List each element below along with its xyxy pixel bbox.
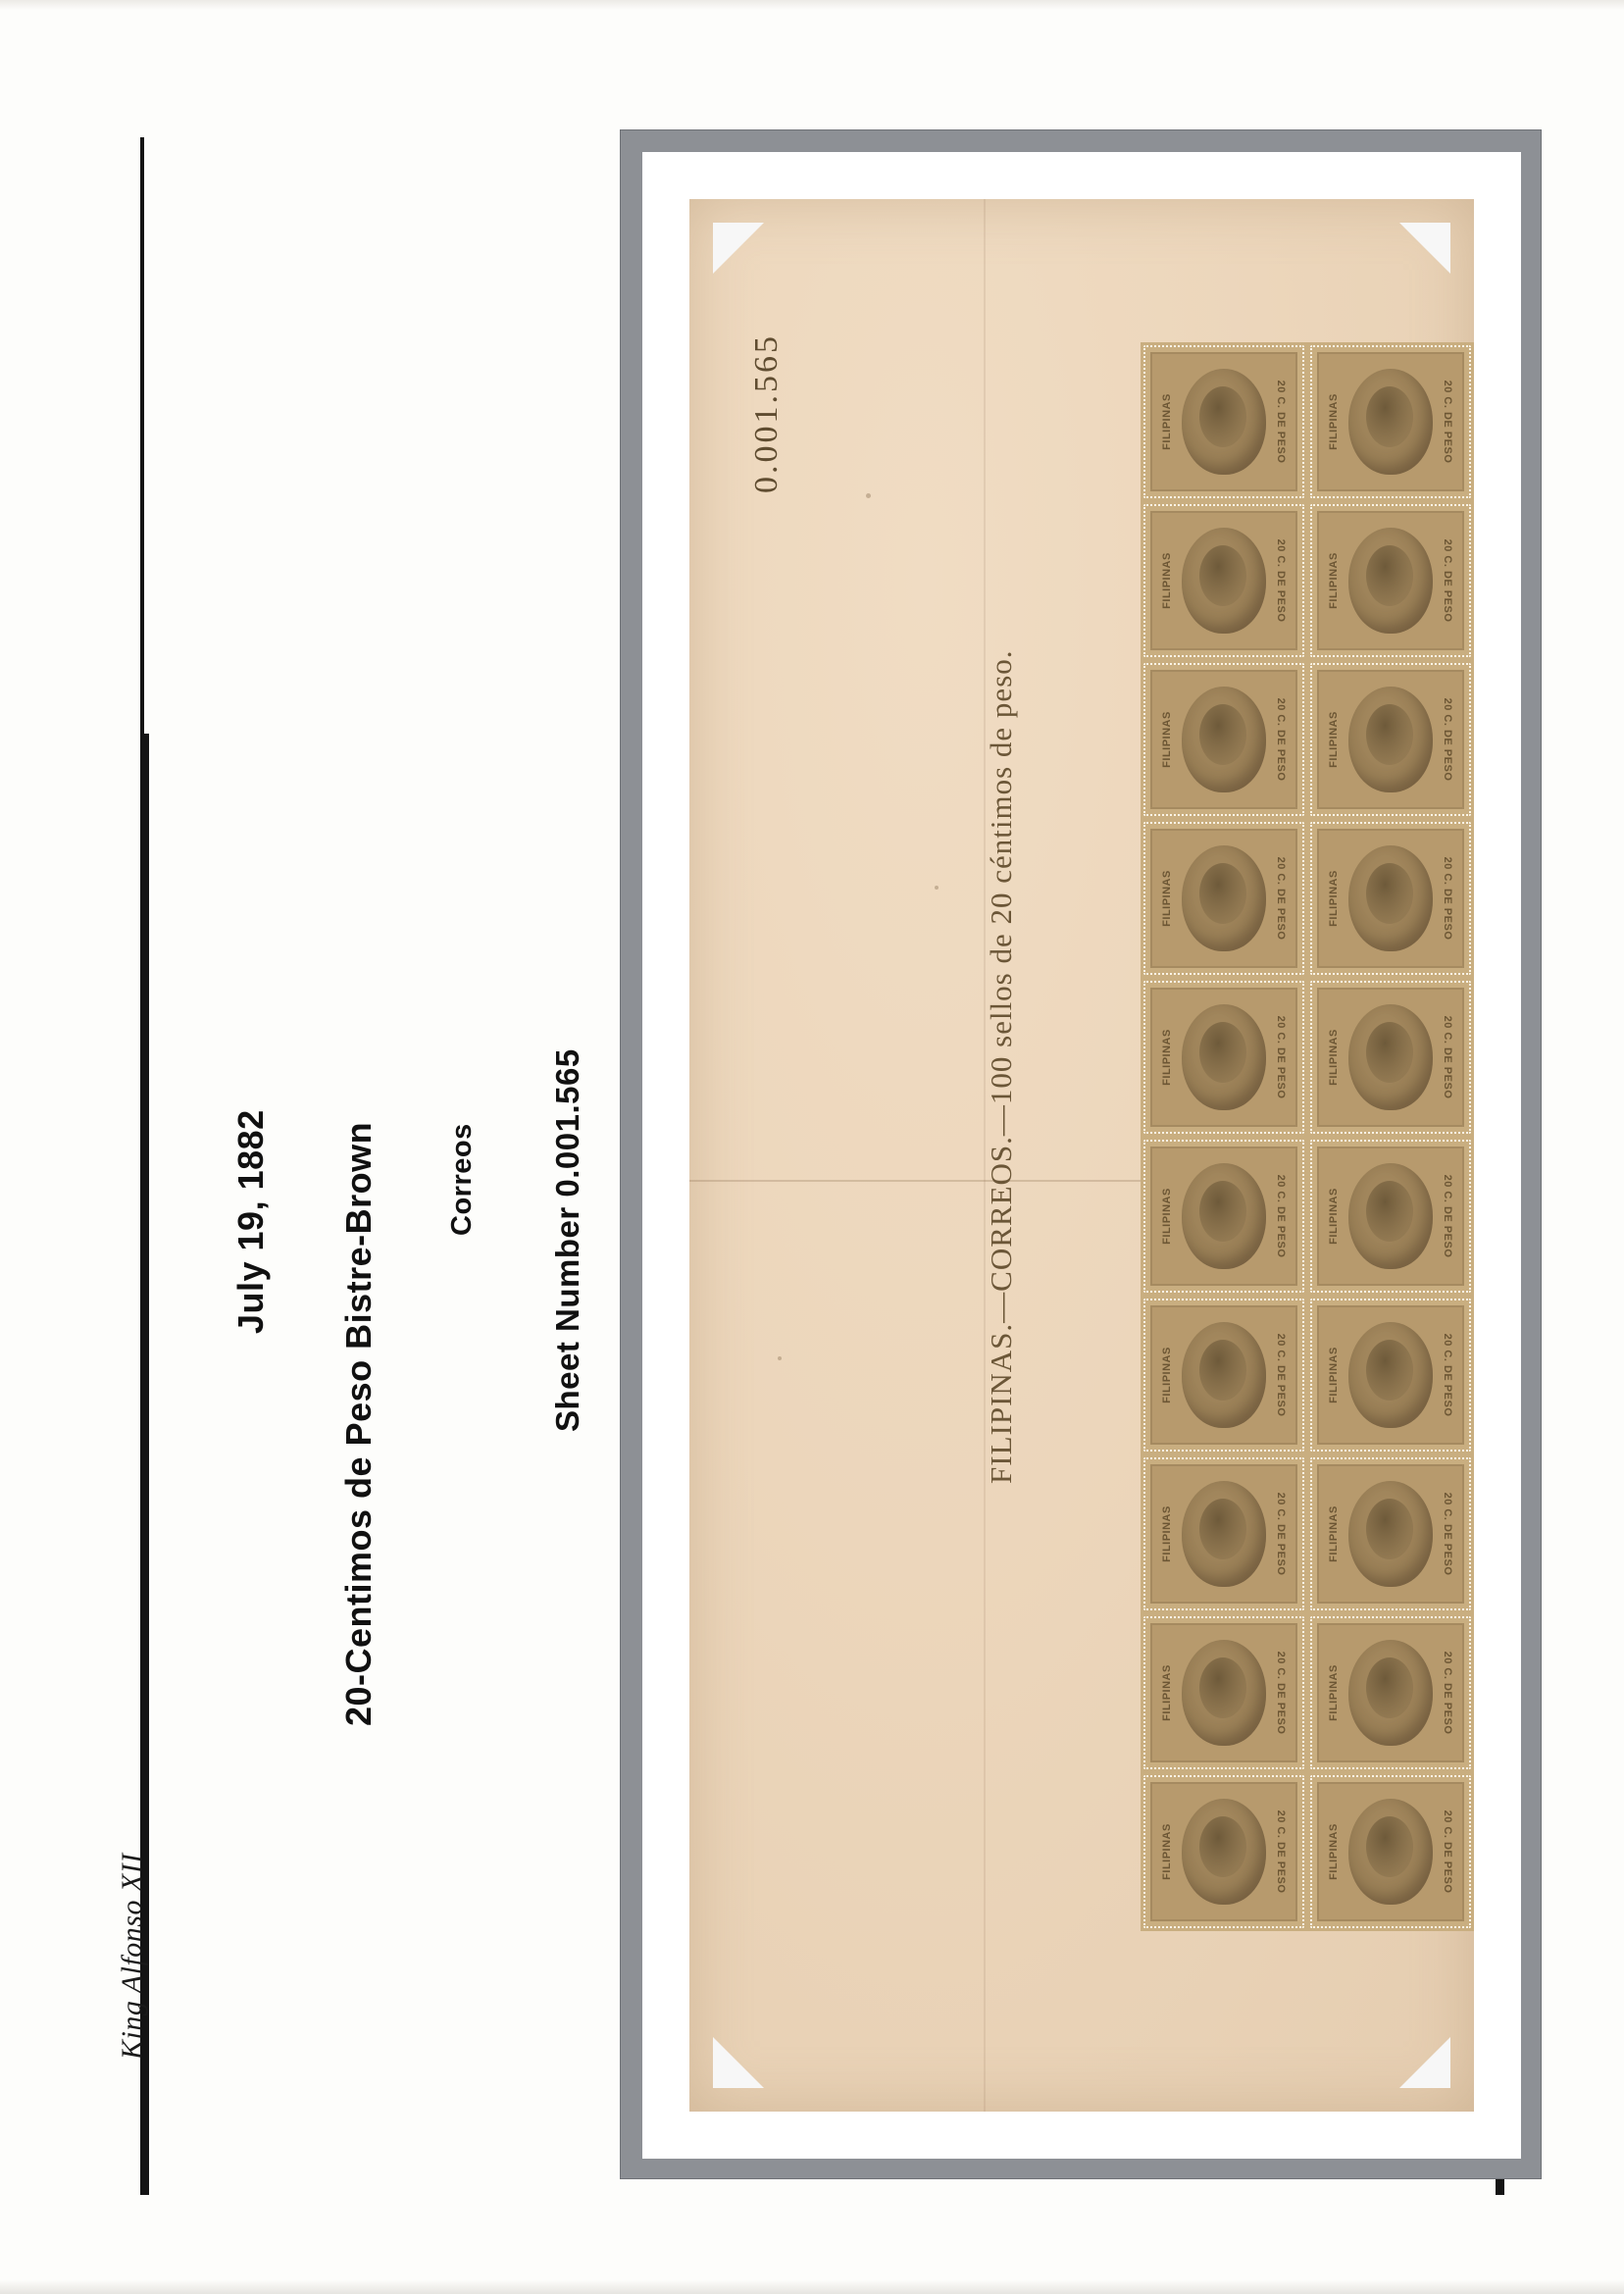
stamp xyxy=(1141,978,1307,1137)
stamp-value-label: 20 C. DE PESO xyxy=(1442,538,1453,623)
stamp-value-label: 20 C. DE PESO xyxy=(1275,1651,1287,1735)
stamp xyxy=(1307,1613,1474,1772)
monarch-portrait xyxy=(1182,1481,1266,1587)
monarch-portrait xyxy=(1348,1322,1433,1428)
stamp-value-label: 20 C. DE PESO xyxy=(1442,1015,1453,1099)
stamp-country-label: FILIPINAS xyxy=(1161,1347,1173,1403)
stamp-country-label: FILIPINAS xyxy=(1328,1823,1340,1880)
monarch-portrait xyxy=(1182,1640,1266,1746)
stamp-country-label: FILIPINAS xyxy=(1328,1188,1340,1245)
page-title: July 19, 1882 xyxy=(230,1109,271,1334)
monarch-portrait xyxy=(1182,687,1266,792)
stamp xyxy=(1307,1454,1474,1613)
stamp xyxy=(1141,819,1307,978)
stamp-value-label: 20 C. DE PESO xyxy=(1442,1810,1453,1894)
stamp-value-label: 20 C. DE PESO xyxy=(1275,380,1287,464)
stamp-value-label: 20 C. DE PESO xyxy=(1275,1810,1287,1894)
sheet-number-label: Sheet Number 0.001.565 xyxy=(549,1048,585,1432)
stamp-frame xyxy=(1317,1305,1464,1445)
stamp-country-label: FILIPINAS xyxy=(1161,1029,1173,1086)
stamp-sheet-paper xyxy=(689,199,1474,2112)
stamp xyxy=(1141,501,1307,660)
collector-note: King Alfonso XII xyxy=(116,1853,148,2060)
stamp-frame xyxy=(1317,829,1464,968)
stamp-value-label: 20 C. DE PESO xyxy=(1275,697,1287,782)
issuer-label: Correos xyxy=(446,1123,478,1236)
stamp-frame xyxy=(1150,1464,1297,1604)
stamp-value-label: 20 C. DE PESO xyxy=(1275,1492,1287,1576)
stamp-frame xyxy=(1150,1305,1297,1445)
monarch-portrait xyxy=(1182,528,1266,634)
stamp-frame xyxy=(1150,1147,1297,1286)
monarch-portrait xyxy=(1348,845,1433,951)
stamp xyxy=(1307,1296,1474,1454)
stamp-country-label: FILIPINAS xyxy=(1328,1029,1340,1086)
stamp-country-label: FILIPINAS xyxy=(1328,1505,1340,1562)
paper-speck xyxy=(935,886,939,890)
stamp-frame xyxy=(1317,670,1464,809)
stamp-country-label: FILIPINAS xyxy=(1328,1347,1340,1403)
page-subtitle: 20-Centimos de Peso Bistre-Brown xyxy=(338,1121,379,1726)
mount-corner-top-right xyxy=(1399,223,1450,274)
stamp xyxy=(1307,1772,1474,1931)
stamp-value-label: 20 C. DE PESO xyxy=(1442,1492,1453,1576)
monarch-portrait xyxy=(1348,1481,1433,1587)
stamp-country-label: FILIPINAS xyxy=(1161,870,1173,927)
sheet-inscription: FILIPINAS.—CORREOS.—100 sellos de 20 céntimos de peso. xyxy=(984,649,1018,1484)
stamp-value-label: 20 C. DE PESO xyxy=(1442,697,1453,782)
stamp-frame xyxy=(1317,1147,1464,1286)
stamp-frame xyxy=(1317,352,1464,491)
stamp-frame xyxy=(1150,1623,1297,1762)
paper-speck xyxy=(866,493,871,498)
printed-sheet-number: 0.001.565 xyxy=(748,333,785,493)
monarch-portrait xyxy=(1182,369,1266,475)
stamp-frame xyxy=(1317,1464,1464,1604)
monarch-portrait xyxy=(1348,1163,1433,1269)
stamp-frame xyxy=(1317,988,1464,1127)
monarch-portrait xyxy=(1182,1004,1266,1110)
stamp-value-label: 20 C. DE PESO xyxy=(1442,1333,1453,1417)
stamp-frame xyxy=(1317,1623,1464,1762)
stamp-country-label: FILIPINAS xyxy=(1161,1664,1173,1721)
monarch-portrait xyxy=(1348,369,1433,475)
stamp-country-label: FILIPINAS xyxy=(1161,1505,1173,1562)
photo-inner-mat xyxy=(642,152,1521,2159)
stamp xyxy=(1307,819,1474,978)
stamp-frame xyxy=(1150,1782,1297,1921)
monarch-portrait xyxy=(1182,1799,1266,1905)
stamp-value-label: 20 C. DE PESO xyxy=(1275,856,1287,941)
stamp-frame xyxy=(1317,1782,1464,1921)
scan-edge-bottom xyxy=(0,2280,1624,2294)
stamp-value-label: 20 C. DE PESO xyxy=(1442,1174,1453,1258)
stamp xyxy=(1141,1296,1307,1454)
stamp-sheet-photo xyxy=(620,129,1542,2179)
stamp-value-label: 20 C. DE PESO xyxy=(1442,856,1453,941)
mount-corner-bottom-right xyxy=(1399,2037,1450,2088)
stamp-country-label: FILIPINAS xyxy=(1328,393,1340,450)
stamp-country-label: FILIPINAS xyxy=(1161,1188,1173,1245)
stamp-value-label: 20 C. DE PESO xyxy=(1442,1651,1453,1735)
stamp-country-label: FILIPINAS xyxy=(1161,393,1173,450)
stamp-value-label: 20 C. DE PESO xyxy=(1442,380,1453,464)
page-rule-left-upper xyxy=(140,137,144,736)
monarch-portrait xyxy=(1182,845,1266,951)
monarch-portrait xyxy=(1182,1322,1266,1428)
stamp-country-label: FILIPINAS xyxy=(1161,711,1173,768)
stamp-value-label: 20 C. DE PESO xyxy=(1275,538,1287,623)
paper-speck xyxy=(778,1356,782,1360)
stamp xyxy=(1141,1613,1307,1772)
scan-edge-top xyxy=(0,0,1624,10)
stamp-block xyxy=(1141,342,1474,1935)
stamp xyxy=(1141,1454,1307,1613)
stamp xyxy=(1307,1137,1474,1296)
stamp-frame xyxy=(1150,511,1297,650)
stamp-value-label: 20 C. DE PESO xyxy=(1275,1174,1287,1258)
stamp-value-label: 20 C. DE PESO xyxy=(1275,1015,1287,1099)
stamp-country-label: FILIPINAS xyxy=(1328,552,1340,609)
monarch-portrait xyxy=(1348,1799,1433,1905)
monarch-portrait xyxy=(1182,1163,1266,1269)
stamp xyxy=(1141,1772,1307,1931)
stamp-frame xyxy=(1150,352,1297,491)
stamp xyxy=(1307,342,1474,501)
stamp xyxy=(1141,342,1307,501)
stamp-value-label: 20 C. DE PESO xyxy=(1275,1333,1287,1417)
stamp xyxy=(1307,660,1474,819)
monarch-portrait xyxy=(1348,1004,1433,1110)
monarch-portrait xyxy=(1348,528,1433,634)
mount-corner-top-left xyxy=(713,223,764,274)
monarch-portrait xyxy=(1348,687,1433,792)
stamp xyxy=(1141,660,1307,819)
stamp xyxy=(1307,501,1474,660)
stamp xyxy=(1307,978,1474,1137)
stamp-country-label: FILIPINAS xyxy=(1328,870,1340,927)
mount-corner-bottom-left xyxy=(713,2037,764,2088)
stamp xyxy=(1141,1137,1307,1296)
stamp-country-label: FILIPINAS xyxy=(1161,1823,1173,1880)
stamp-country-label: FILIPINAS xyxy=(1161,552,1173,609)
stamp-country-label: FILIPINAS xyxy=(1328,1664,1340,1721)
stamp-frame xyxy=(1150,829,1297,968)
stamp-frame xyxy=(1150,670,1297,809)
stamp-country-label: FILIPINAS xyxy=(1328,711,1340,768)
monarch-portrait xyxy=(1348,1640,1433,1746)
stamp-frame xyxy=(1317,511,1464,650)
stamp-frame xyxy=(1150,988,1297,1127)
